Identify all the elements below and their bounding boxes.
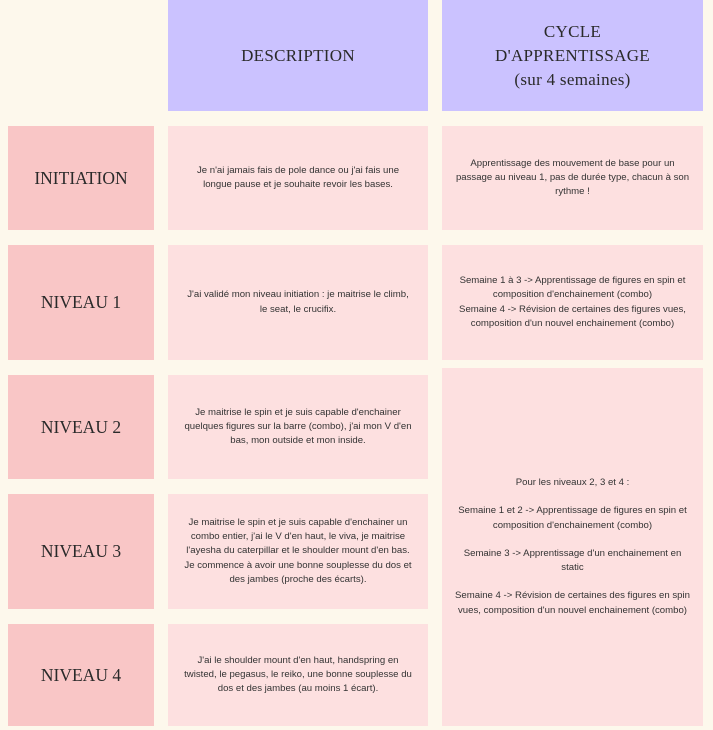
cycle-niveaux-block1: Semaine 1 et 2 -> Apprentissage de figures en spin et composition d'enchainement (combo) (458, 505, 687, 531)
cycle-niveaux-2-3-4 (442, 368, 703, 726)
description-niveau-3-text: Je maitrise le spin et je suis capable d'enchainer un combo entier, j'ai le V d'en haut, le viva, je maitrise l'ayesha du caterpillar et le shoulder mount d'en bas. Je commence à avoir une bonne souplesse du dos et des jambes (proche des écarts). (184, 516, 412, 585)
header-cycle-line1: CYCLE (543, 21, 602, 41)
description-niveau-4-text: J'ai le shoulder mount d'en haut, handspring en twisted, le pegasus, le reiko, une bonne souplesse du dos et des jambes (au moins 1 écart). (184, 654, 412, 695)
level-niveau-2 (8, 375, 154, 479)
header-cycle (442, 0, 703, 111)
description-niveau-2-text: Je maitrise le spin et je suis capable d'enchainer quelques figures sur la barre (combo), j'ai mon V d'en bas, mon outside et mon inside. (184, 406, 412, 447)
level-initiation-label: INITIATION (34, 167, 128, 188)
header-cycle-line2: D'APPRENTISSAGE (495, 45, 650, 65)
level-niveau-4-label: NIVEAU 4 (40, 664, 122, 685)
level-niveau-3-label: NIVEAU 3 (40, 541, 122, 561)
header-description-label: DESCRIPTION (241, 45, 355, 65)
cycle-niveaux-intro: Pour les niveaux 2, 3 et 4 : (515, 477, 630, 489)
cycle-initiation (442, 126, 703, 230)
description-niveau-1 (168, 245, 428, 360)
description-initiation (168, 126, 428, 230)
level-initiation (8, 126, 154, 230)
level-niveau-2-label: NIVEAU 2 (40, 416, 122, 437)
cycle-niveaux-block2: Semaine 3 -> Apprentissage d'un enchainement en static (463, 547, 682, 574)
description-initiation-text: Je n'ai jamais fais de pole dance ou j'ai fais une longue pause et je souhaite revoir les bases. (196, 164, 400, 190)
description-niveau-1-text: J'ai validé mon niveau initiation : je maitrise le climb, le seat, le crucifix. (187, 289, 409, 315)
level-niveau-1-label: NIVEAU 1 (40, 292, 122, 312)
level-niveau-3 (8, 494, 154, 609)
cycle-niveaux-block3: Semaine 4 -> Révision de certaines des figures en spin vues, composition d'un nouvel enchainement (combo) (455, 590, 690, 616)
level-niveau-1 (8, 245, 154, 360)
cycle-initiation-text: Apprentissage des mouvement de base pour un passage au niveau 1, pas de durée type, chacun à son rythme ! (455, 157, 690, 198)
description-niveau-4 (168, 624, 428, 726)
description-niveau-3 (168, 494, 428, 609)
cycle-niveau-1-line1: Semaine 1 à 3 -> Apprentissage de figures en spin et composition d'enchainement (combo) (459, 275, 686, 301)
header-cycle-line3: (sur 4 semaines) (514, 69, 631, 89)
level-niveau-4 (8, 624, 154, 726)
cycle-niveau-1-line2: Semaine 4 -> Révision de certaines des figures vues, composition d'un nouvel enchainement (combo) (459, 303, 686, 329)
header-description (168, 0, 428, 111)
description-niveau-2 (168, 375, 428, 479)
cycle-niveau-1 (442, 245, 703, 360)
